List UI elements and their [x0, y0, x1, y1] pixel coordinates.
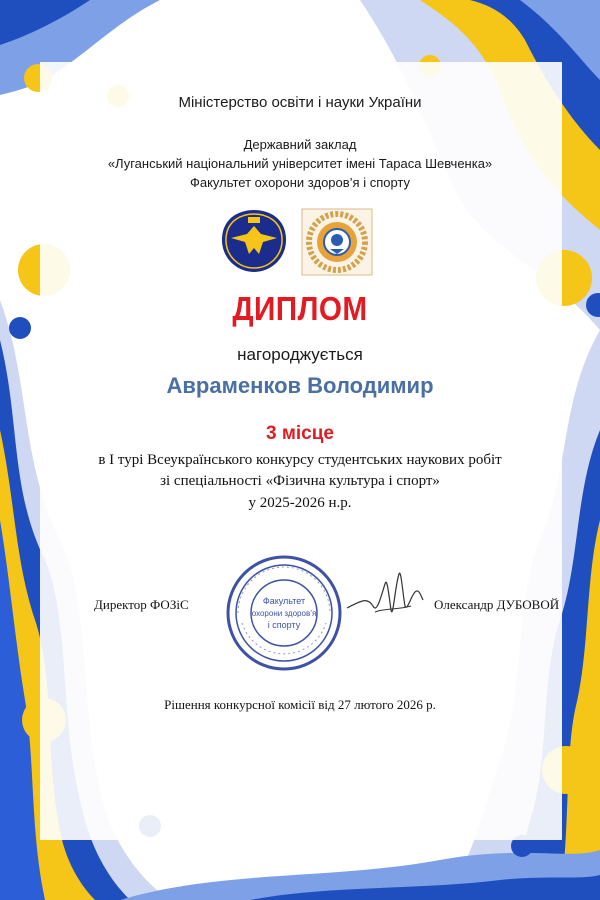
official-stamp [224, 553, 344, 673]
institution-line-1: Державний заклад [243, 137, 357, 152]
ministry-heading: Міністерство освіти і науки України [178, 94, 422, 111]
recipient-name: Авраменков Володимир [166, 373, 434, 398]
diploma-title: ДИПЛОМ [232, 290, 368, 327]
stamp-line-3: і спорту [267, 620, 301, 630]
stamp-line-1: Факультет [262, 596, 306, 606]
awarded-text: нагороджується [237, 345, 363, 364]
stamp-line-2: охорони здоров’я [251, 609, 317, 618]
director-signature [345, 566, 425, 626]
place-text: 3 місце [266, 423, 334, 444]
university-emblem-icon [219, 208, 289, 274]
director-title: Директор ФОЗіС [94, 597, 189, 612]
institution-line-3: Факультет охорони здоров’я і спорту [189, 175, 411, 190]
contest-line-2: зі спеціальності «Фізична культура і спорт» [160, 473, 440, 489]
decision-note: Рішення конкурсної комісії від 27 лютого 2026 р. [164, 697, 436, 712]
contest-line-3: у 2025-2026 н.р. [248, 495, 352, 511]
contest-line-1: в I турі Всеукраїнського конкурсу студентських наукових робіт [98, 452, 502, 468]
faculty-emblem-icon [300, 207, 374, 277]
director-name: Олександр ДУБОВОЙ [434, 597, 560, 612]
institution-line-2: «Луганський національний університет імені Тараса Шевченка» [107, 156, 493, 171]
